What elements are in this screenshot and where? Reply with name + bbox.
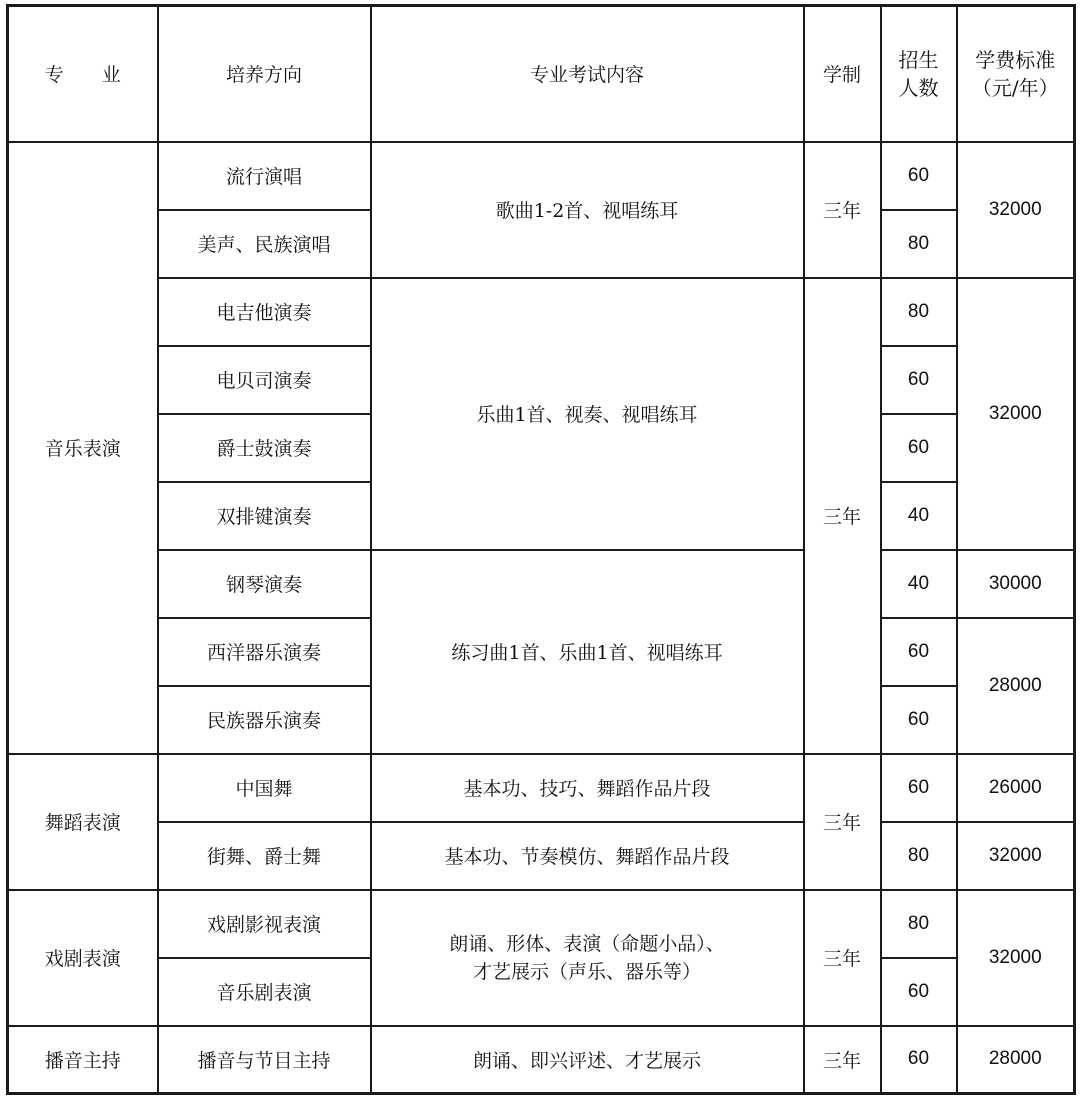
- direction-label: 西洋器乐演奏: [206, 642, 321, 664]
- exam-label: 朗诵、即兴评述、才艺展示: [472, 1049, 701, 1072]
- table-row: [8, 142, 1075, 210]
- header-enrollment-line1: 招生: [898, 47, 939, 72]
- header-enrollment: [881, 6, 957, 142]
- direction-cell: [158, 550, 371, 618]
- count-cell: [881, 890, 957, 958]
- direction-label: 流行演唱: [225, 166, 302, 188]
- direction-cell: [158, 754, 371, 822]
- direction-cell: [158, 278, 371, 346]
- duration-cell: [804, 1026, 881, 1094]
- header-duration: [804, 6, 881, 142]
- duration-cell: [804, 142, 881, 278]
- header-row: [8, 6, 1075, 142]
- table-row: [8, 754, 1075, 822]
- direction-cell: [158, 822, 371, 890]
- direction-cell: [158, 1026, 371, 1094]
- direction-label: 戏剧影视表演: [206, 914, 321, 936]
- header-major: [8, 6, 158, 142]
- direction-cell: [158, 346, 371, 414]
- tuition-value: 32000: [988, 844, 1042, 866]
- table-row: [8, 822, 1075, 890]
- count-cell: [881, 550, 957, 618]
- tuition-cell: [957, 890, 1075, 1026]
- header-major-label: 专 业: [44, 64, 121, 87]
- direction-label: 电吉他演奏: [216, 302, 312, 324]
- enrollment-table: [6, 4, 1076, 1095]
- count-cell: [881, 142, 957, 210]
- duration-label: 三年: [822, 200, 861, 222]
- count-value: 60: [907, 708, 930, 730]
- count-value: 60: [907, 164, 930, 186]
- group-broadcast-label: 播音主持: [44, 1049, 121, 1072]
- count-value: 80: [907, 912, 930, 934]
- direction-cell: [158, 618, 371, 686]
- header-direction: [158, 6, 371, 142]
- group-music: [8, 142, 158, 754]
- header-exam-label: 专业考试内容: [529, 64, 644, 87]
- direction-cell: [158, 482, 371, 550]
- tuition-cell: [957, 754, 1075, 822]
- exam-label-line2: 才艺展示（声乐、器乐等）: [472, 960, 701, 983]
- group-broadcast: [8, 1026, 158, 1094]
- group-dance: [8, 754, 158, 890]
- exam-cell: [371, 1026, 804, 1094]
- header-duration-label: 学制: [822, 64, 861, 87]
- table-row: [8, 550, 1075, 618]
- group-drama-label: 戏剧表演: [44, 948, 121, 970]
- tuition-value: 26000: [988, 776, 1042, 798]
- count-value: 80: [907, 232, 930, 254]
- exam-cell: [371, 142, 804, 278]
- tuition-value: 32000: [988, 402, 1042, 424]
- count-value: 40: [907, 572, 930, 594]
- count-cell: [881, 822, 957, 890]
- direction-label: 街舞、爵士舞: [206, 846, 321, 868]
- group-drama: [8, 890, 158, 1026]
- direction-cell: [158, 686, 371, 754]
- count-value: 40: [907, 504, 930, 526]
- duration-cell: [804, 754, 881, 890]
- count-cell: [881, 210, 957, 278]
- tuition-cell: [957, 550, 1075, 618]
- exam-label-line1: 朗诵、形体、表演（命题小品）、: [449, 932, 725, 955]
- group-dance-label: 舞蹈表演: [44, 812, 121, 834]
- tuition-value: 28000: [988, 1048, 1042, 1070]
- header-tuition-line2: （元/年）: [971, 75, 1059, 100]
- count-value: 60: [907, 980, 930, 1002]
- exam-label: 练习曲1首、乐曲1首、视唱练耳: [451, 642, 723, 664]
- tuition-cell: [957, 278, 1075, 550]
- enrollment-table-container: [6, 4, 1076, 1095]
- exam-label: 基本功、技巧、舞蹈作品片段: [463, 778, 711, 800]
- tuition-value: 30000: [988, 572, 1042, 594]
- table-row: [8, 1026, 1075, 1094]
- count-cell: [881, 754, 957, 822]
- exam-label: 基本功、节奏模仿、舞蹈作品片段: [444, 846, 730, 868]
- direction-label: 中国舞: [235, 778, 293, 800]
- direction-cell: [158, 414, 371, 482]
- header-enrollment-line2: 人数: [898, 75, 939, 100]
- duration-label: 三年: [822, 1049, 861, 1072]
- count-cell: [881, 414, 957, 482]
- direction-label: 音乐剧表演: [216, 982, 312, 1004]
- count-value: 80: [907, 300, 930, 322]
- count-cell: [881, 686, 957, 754]
- duration-label: 三年: [822, 812, 861, 834]
- tuition-cell: [957, 822, 1075, 890]
- duration-label: 三年: [822, 506, 861, 528]
- direction-label: 电贝司演奏: [216, 370, 312, 392]
- duration-cell: [804, 890, 881, 1026]
- exam-cell: [371, 278, 804, 550]
- header-exam: [371, 6, 804, 142]
- count-value: 60: [907, 368, 930, 390]
- direction-label: 钢琴演奏: [225, 574, 302, 596]
- direction-label: 爵士鼓演奏: [216, 438, 312, 460]
- count-value: 60: [907, 1048, 930, 1070]
- direction-label: 播音与节目主持: [197, 1049, 331, 1072]
- table-row: [8, 890, 1075, 958]
- tuition-value: 28000: [988, 674, 1042, 696]
- direction-label: 民族器乐演奏: [206, 710, 321, 732]
- direction-label: 美声、民族演唱: [197, 234, 331, 256]
- exam-label: 乐曲1首、视奏、视唱练耳: [476, 404, 698, 426]
- count-cell: [881, 958, 957, 1026]
- direction-cell: [158, 890, 371, 958]
- count-value: 80: [907, 844, 930, 866]
- header-tuition-line1: 学费标准: [975, 47, 1056, 72]
- count-value: 60: [907, 640, 930, 662]
- exam-cell: [371, 550, 804, 754]
- header-direction-label: 培养方向: [225, 64, 302, 87]
- tuition-cell: [957, 1026, 1075, 1094]
- group-music-label: 音乐表演: [44, 438, 121, 460]
- header-tuition: [957, 6, 1075, 142]
- exam-cell: [371, 890, 804, 1026]
- count-cell: [881, 618, 957, 686]
- table-row: [8, 278, 1075, 346]
- tuition-value: 32000: [988, 946, 1042, 968]
- count-value: 60: [907, 776, 930, 798]
- tuition-value: 32000: [988, 198, 1042, 220]
- direction-cell: [158, 210, 371, 278]
- count-cell: [881, 278, 957, 346]
- count-cell: [881, 482, 957, 550]
- count-cell: [881, 346, 957, 414]
- exam-label: 歌曲1-2首、视唱练耳: [495, 200, 679, 222]
- count-cell: [881, 1026, 957, 1094]
- direction-label: 双排键演奏: [216, 506, 312, 528]
- tuition-cell: [957, 618, 1075, 754]
- duration-cell: [804, 278, 881, 754]
- direction-cell: [158, 142, 371, 210]
- count-value: 60: [907, 436, 930, 458]
- exam-cell: [371, 754, 804, 822]
- duration-label: 三年: [822, 948, 861, 970]
- exam-cell: [371, 822, 804, 890]
- tuition-cell: [957, 142, 1075, 278]
- direction-cell: [158, 958, 371, 1026]
